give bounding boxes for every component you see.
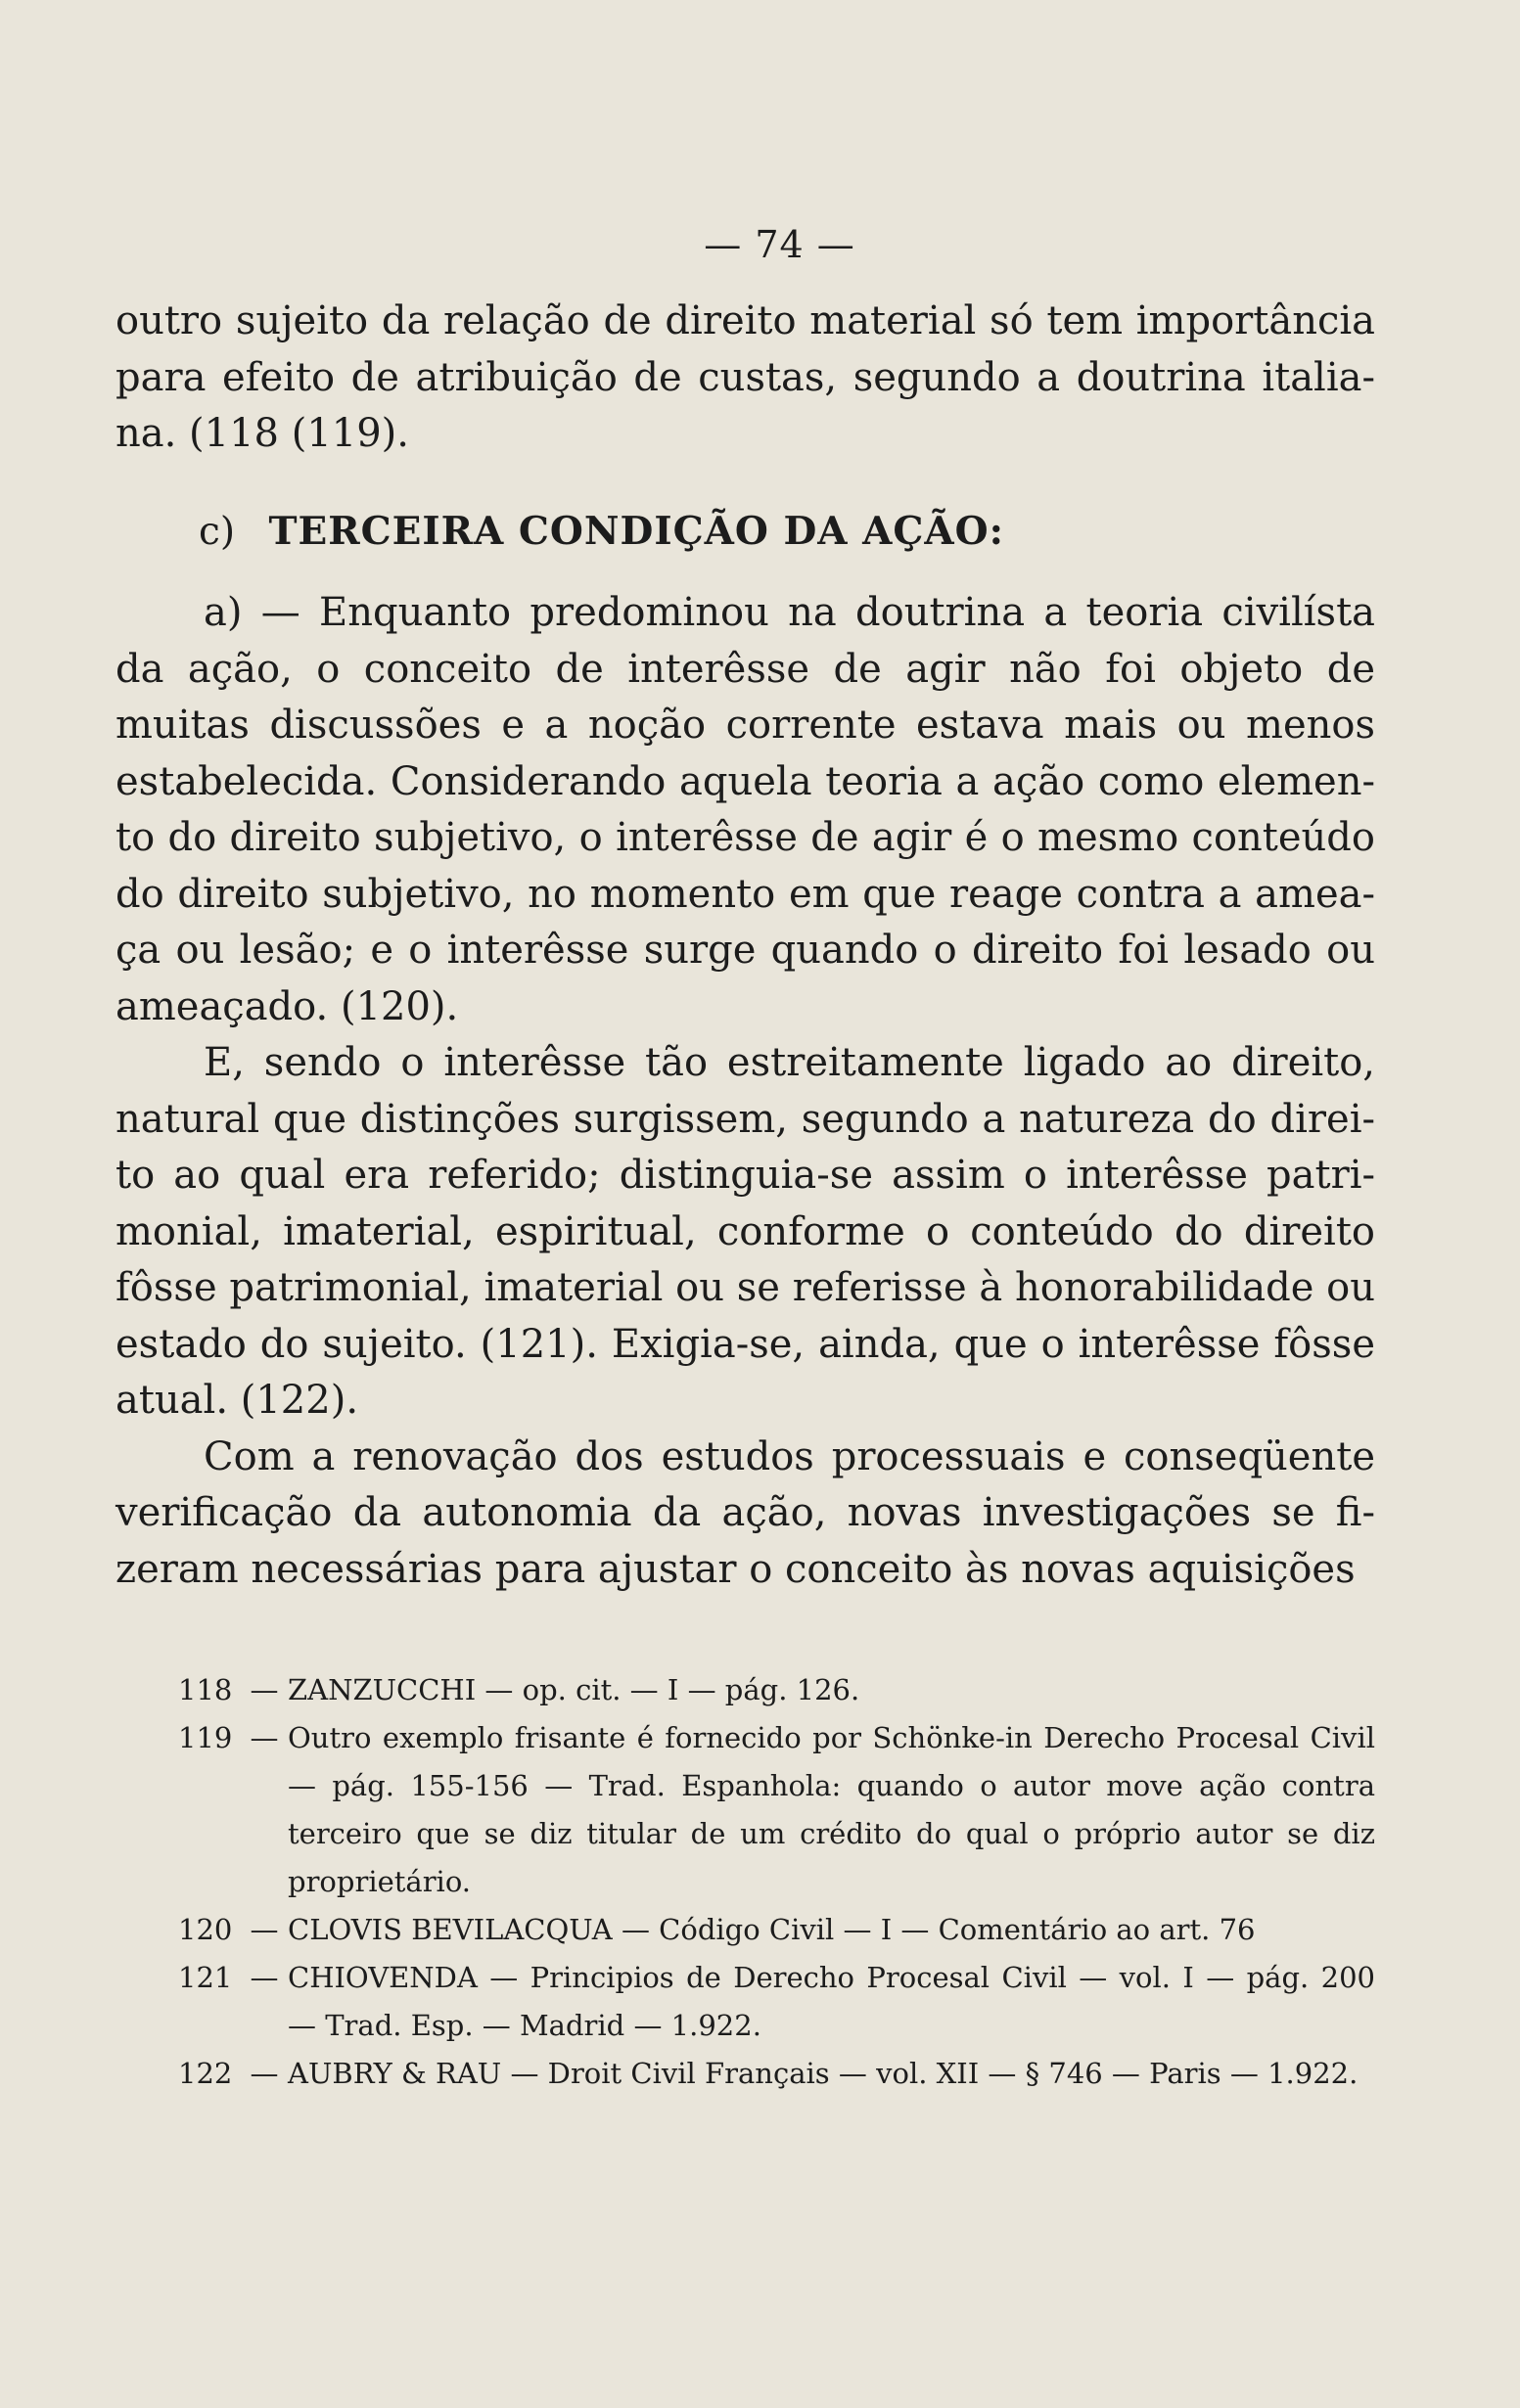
- footnote-dash: —: [250, 1673, 279, 1706]
- footnote-dash: —: [250, 1721, 279, 1754]
- footnote-text: CLOVIS BEVILACQUA — Código Civil — I — Comentário ao art. 76: [288, 1913, 1256, 1946]
- footnote-number: 119: [178, 1721, 233, 1754]
- section-letter: c): [199, 509, 236, 554]
- footnote-dash: —: [250, 1961, 279, 1994]
- footnote-text: Outro exemplo frisante é fornecido por Schönke-in Derecho Procesal Civil — pág. 155-156 — Trad. Espanhola: quando o autor move ação contra terceiro que se diz titular de um crédito do qual o próprio autor se diz proprietário.: [288, 1721, 1375, 1898]
- footnotes: [115, 1666, 1375, 2098]
- paragraph: Com a renovação dos estudos processuais e conseqüente verificação da autonomia da ação, novas investigações se fizeram necessárias para ajustar o conceito às novas aquisições: [115, 1433, 1375, 1592]
- footnote: [178, 1954, 1375, 2050]
- footnote-number: 122: [178, 2057, 233, 2090]
- paragraph: E, sendo o interêsse tão estreitamente ligado ao direito, natural que distinções surgissem, segundo a natureza do direito ao qual era referido; distinguia-se assim o interêsse patrimonial, imaterial, espiritual, conforme o conteúdo do direito fôsse patrimonial, imaterial ou se referisse à honorabilidade ou estado do sujeito. (121). Exigia-se, ainda, que o interêsse fôsse atual. (122).: [115, 1040, 1375, 1423]
- footnote-number: 120: [178, 1913, 233, 1946]
- footnote-text: AUBRY & RAU — Droit Civil Français — vol. XII — § 746 — Paris — 1.922.: [288, 2057, 1359, 2090]
- footnote-dash: —: [250, 1913, 279, 1946]
- section-heading: [115, 504, 1375, 561]
- intro-paragraph: outro sujeito da relação de direito material só tem importância para efeito de atribuição de custas, segundo a doutrina italiana. (118 (119).: [115, 298, 1375, 456]
- footnote: [178, 1906, 1375, 1954]
- footnote-text: ZANZUCCHI — op. cit. — I — pág. 126.: [288, 1673, 860, 1706]
- footnote-number: 121: [178, 1961, 233, 1994]
- section-title: TERCEIRA CONDIÇÃO DA AÇÃO:: [268, 508, 1005, 554]
- footnote: [178, 1714, 1375, 1906]
- paragraph: a) — Enquanto predominou na doutrina a teoria civilísta da ação, o conceito de interêsse de agir não foi objeto de muitas discussões e a noção corrente estava mais ou menos estabelecida. Considerando aquela teoria a ação como elemento do direito subjetivo, o interêsse de agir é o mesmo conteúdo do direito subjetivo, no momento em que reage contra a ameaça ou lesão; e o interêsse surge quando o direito foi lesado ou ameaçado. (120).: [115, 590, 1375, 1029]
- body-text: [115, 294, 1375, 1598]
- footnote-number: 118: [178, 1673, 233, 1706]
- footnote-text: CHIOVENDA — Principios de Derecho Procesal Civil — vol. I — pág. 200 — Trad. Esp. — Madrid — 1.922.: [288, 1961, 1375, 2042]
- footnote-dash: —: [250, 2057, 279, 2090]
- footnote: [178, 2050, 1375, 2098]
- page-number: — 74 —: [704, 223, 855, 266]
- footnote: [178, 1666, 1375, 1714]
